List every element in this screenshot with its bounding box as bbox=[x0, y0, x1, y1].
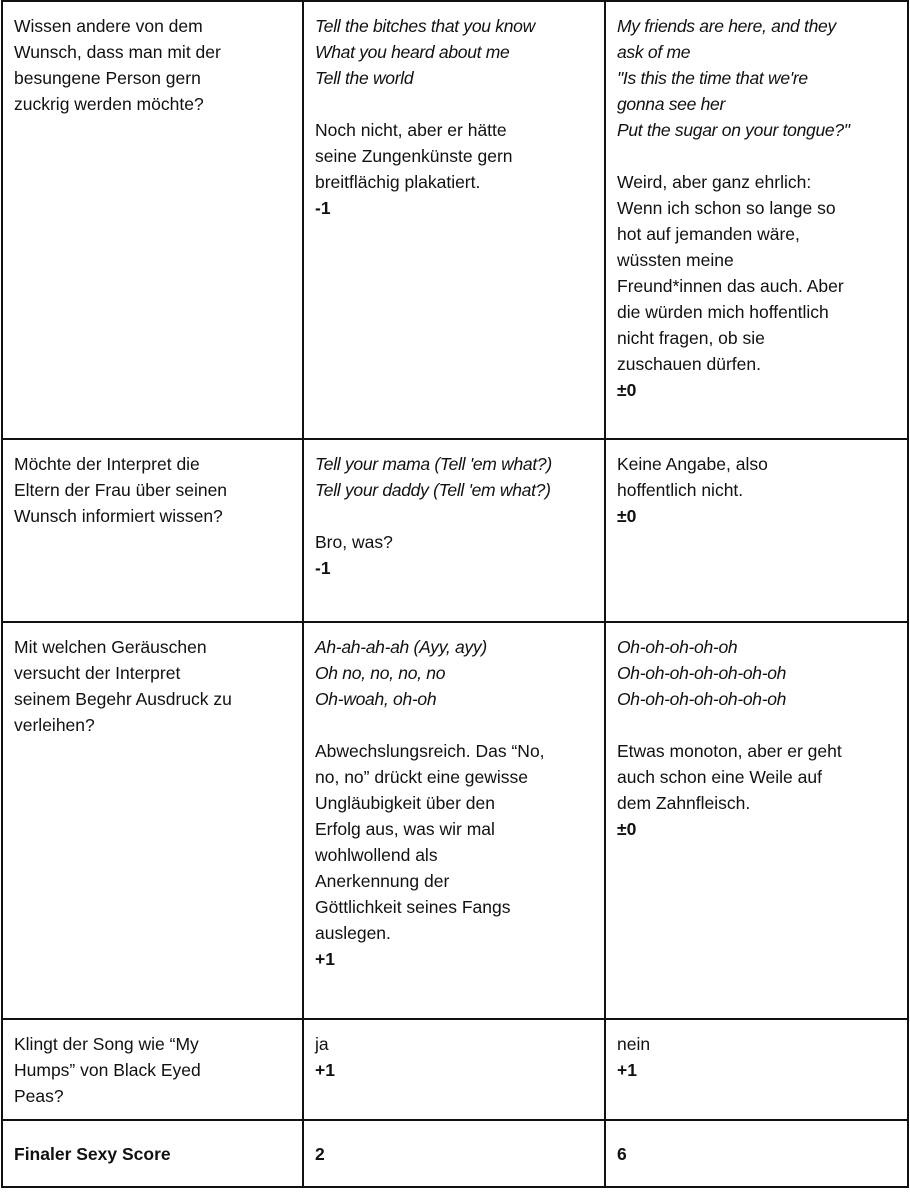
final-score-row bbox=[2, 1120, 908, 1187]
score: +1 bbox=[315, 949, 335, 969]
score: -1 bbox=[315, 198, 331, 218]
score: -1 bbox=[315, 558, 331, 578]
comment: Noch nicht, aber er hätte seine Zungenkünste gern breitflächig plakatiert. bbox=[315, 120, 513, 192]
table-row bbox=[2, 622, 908, 1019]
lyrics: Ah-ah-ah-ah (Ayy, ayy) Oh no, no, no, no Oh-woah, oh-oh bbox=[315, 637, 487, 709]
table-row bbox=[2, 439, 908, 622]
question: Mit welchen Geräuschen versucht der Interpret seinem Begehr Ausdruck zu verleihen? bbox=[14, 637, 232, 735]
score: +1 bbox=[617, 1060, 637, 1080]
answer: nein bbox=[617, 1034, 651, 1054]
score-table bbox=[1, 0, 909, 1188]
score: +1 bbox=[315, 1060, 335, 1080]
question: Möchte der Interpret die Eltern der Frau über seinen Wunsch informiert wissen? bbox=[14, 454, 228, 526]
score: ±0 bbox=[617, 380, 637, 400]
lyrics: Oh-oh-oh-oh-oh Oh-oh-oh-oh-oh-oh-oh Oh-oh-oh-oh-oh-oh-oh bbox=[617, 637, 787, 709]
comment: Abwechslungsreich. Das “No, no, no” drückt eine gewisse Ungläubigkeit über den Erfolg aus, was wir mal wohlwollend als Anerkennung der Göttlichkeit seines Fangs auslegen. bbox=[315, 741, 545, 943]
comment: Keine Angabe, also hoffentlich nicht. bbox=[617, 454, 768, 500]
comment: Weird, aber ganz ehrlich: Wenn ich schon so lange so hot auf jemanden wäre, wüssten meine Freund*innen das auch. Aber die würden mich hoffentlich nicht fragen, ob sie zuschauen dürfen. bbox=[617, 172, 844, 374]
lyrics: My friends are here, and they ask of me "Is this the time that we're gonna see her Put the sugar on your tongue?" bbox=[617, 16, 850, 140]
comment: Bro, was? bbox=[315, 532, 393, 552]
lyrics: Tell the bitches that you know What you heard about me Tell the world bbox=[315, 16, 535, 88]
question: Klingt der Song wie “My Humps” von Black Eyed Peas? bbox=[14, 1034, 201, 1106]
question: Wissen andere von dem Wunsch, dass man mit der besungene Person gern zuckrig werden möchte? bbox=[14, 16, 221, 114]
final-score-a: 2 bbox=[315, 1144, 325, 1164]
answer: ja bbox=[315, 1034, 329, 1054]
lyrics: Tell your mama (Tell 'em what?) Tell your daddy (Tell 'em what?) bbox=[315, 454, 552, 500]
table-row bbox=[2, 1, 908, 439]
table-row bbox=[2, 1019, 908, 1120]
score: ±0 bbox=[617, 506, 637, 526]
comment: Etwas monoton, aber er geht auch schon eine Weile auf dem Zahnfleisch. bbox=[617, 741, 842, 813]
final-score-label: Finaler Sexy Score bbox=[14, 1144, 171, 1164]
final-score-b: 6 bbox=[617, 1144, 627, 1164]
score: ±0 bbox=[617, 819, 637, 839]
